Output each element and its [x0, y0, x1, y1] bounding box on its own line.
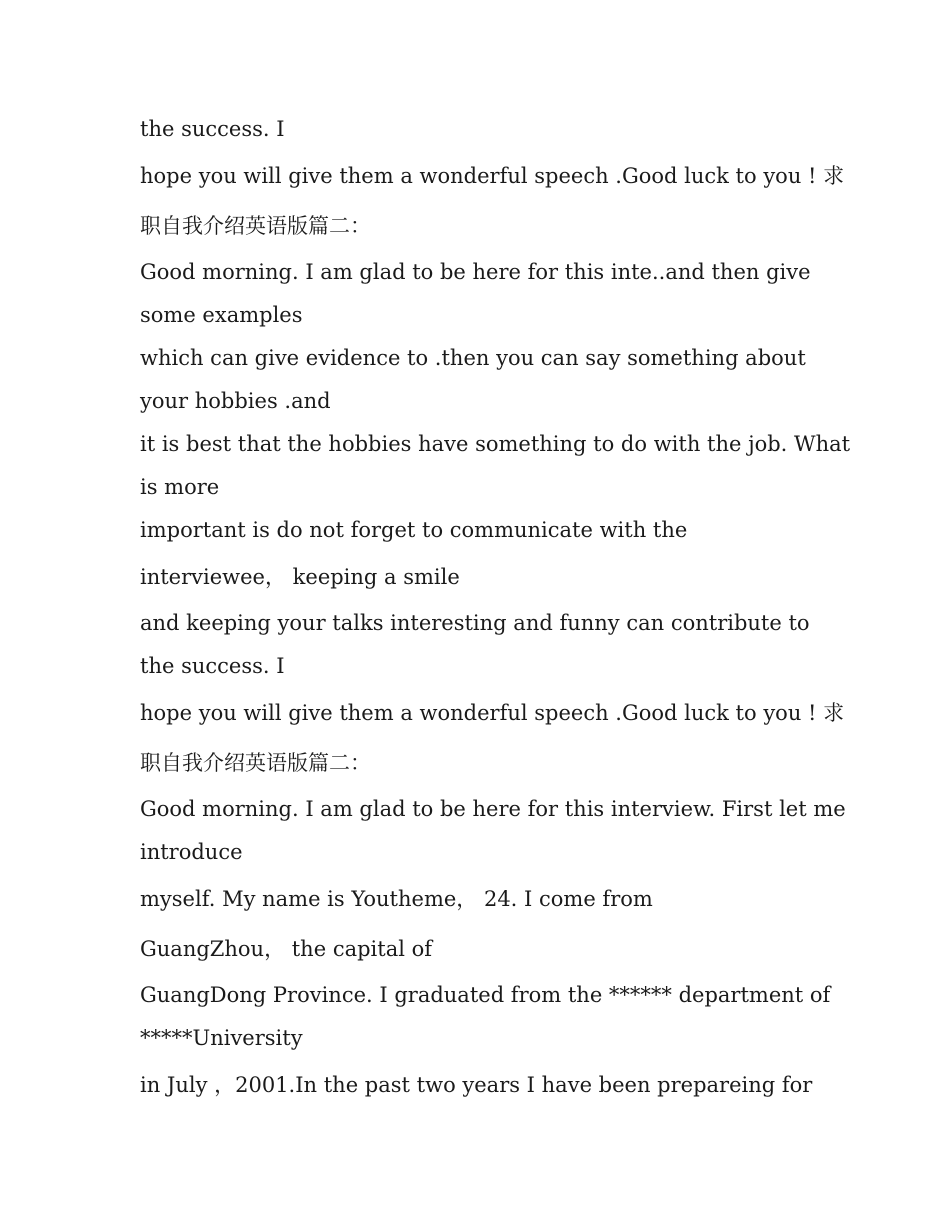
text-line: in July ，2001.In the past two years I have been prepareing for	[140, 1073, 813, 1097]
text-line: some examples	[140, 303, 303, 327]
text-line: 职自我介绍英语版篇二：	[140, 214, 371, 238]
text-line: hope you will give them a wonderful speech .Good luck to you ! 求	[140, 164, 845, 188]
text-line: important is do not forget to communicate with the	[140, 518, 688, 542]
text-line: and keeping your talks interesting and funny can contribute to	[140, 611, 810, 635]
text-line: the success. I	[140, 654, 285, 678]
text-line: myself. My name is Youtheme， 24. I come from	[140, 887, 653, 911]
text-line: introduce	[140, 840, 243, 864]
text-line: which can give evidence to .then you can say something about	[140, 346, 806, 370]
text-line: GuangZhou， the capital of	[140, 937, 433, 961]
text-line: the success. I	[140, 117, 285, 141]
text-line: GuangDong Province. I graduated from the ****** department of	[140, 983, 831, 1007]
text-line: 职自我介绍英语版篇二：	[140, 751, 371, 775]
text-line: Good morning. I am glad to be here for this interview. First let me	[140, 797, 846, 821]
text-line: Good morning. I am glad to be here for this inte..and then give	[140, 260, 811, 284]
text-line: it is best that the hobbies have something to do with the job. What	[140, 432, 851, 456]
text-line: hope you will give them a wonderful speech .Good luck to you ! 求	[140, 701, 845, 725]
text-line: your hobbies .and	[140, 389, 331, 413]
text-line: *****University	[140, 1026, 303, 1050]
document-body	[140, 108, 851, 1110]
text-line: is more	[140, 475, 220, 499]
text-line: interviewee， keeping a smile	[140, 565, 460, 589]
